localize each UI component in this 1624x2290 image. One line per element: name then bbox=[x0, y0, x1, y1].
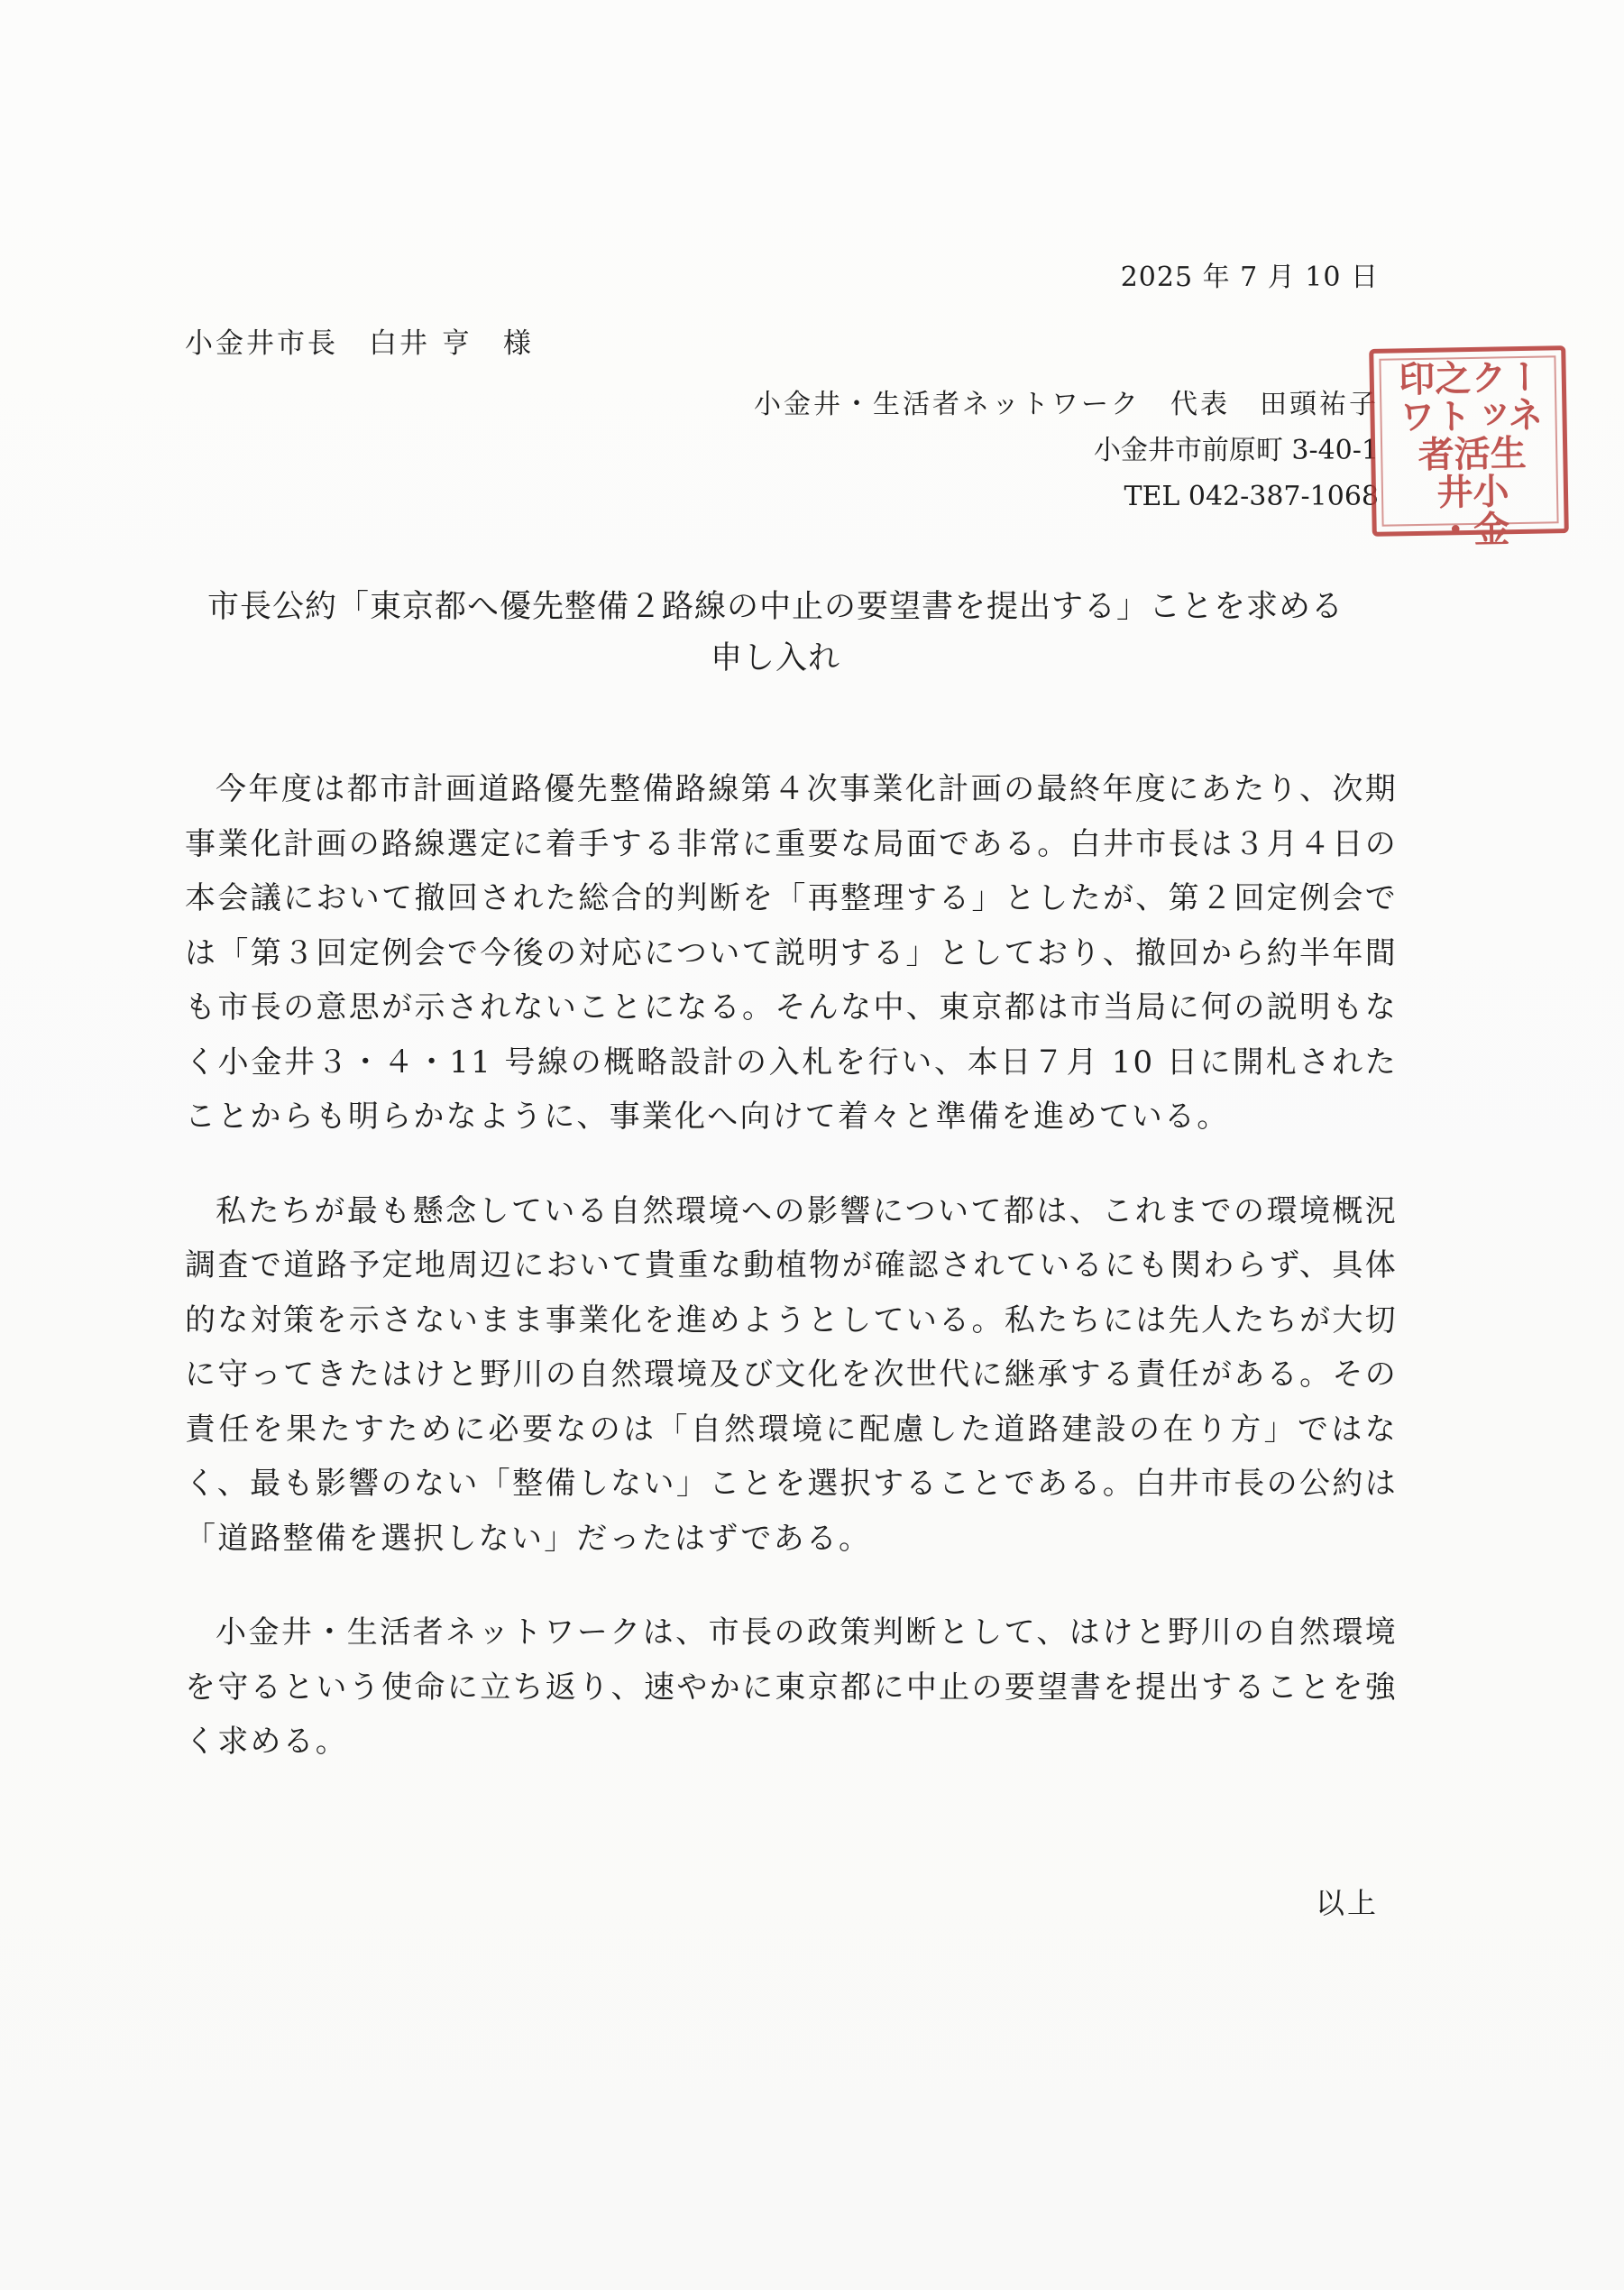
organization-seal-stamp bbox=[1369, 345, 1569, 549]
document-title bbox=[144, 582, 1407, 685]
seal-text-col3: ネットワ bbox=[1393, 395, 1545, 437]
closing-mark: 以上 bbox=[1315, 1886, 1379, 1920]
sender-organization: 小金井・生活者ネットワーク 代表 田頭祐子 bbox=[754, 389, 1379, 420]
title-line-2: 申し入れ bbox=[710, 640, 840, 676]
sender-address: 小金井市前原町 3-40-1 bbox=[1093, 435, 1379, 466]
seal-inner bbox=[1379, 355, 1558, 549]
seal-text-col4: ーク之印 bbox=[1392, 357, 1545, 399]
body-paragraph-3: 小金井・生活者ネットワークは、市長の政策判断として、はけと野川の自然環境を守るという使命に立ち返り、速やかに東京都に中止の要望書を提出することを強く求める。 bbox=[185, 1614, 1398, 1760]
body-paragraph-1: 今年度は都市計画道路優先整備路線第４次事業化計画の最終年度にあたり、次期事業化計画の路線選定に着手する非常に重要な局面である。白井市長は３月４日の本会議において撤回された総合的判断を「再整理する」としたが、第２回定例会では「第３回定例会で今後の対応について説明する」としており、撤回から約半年間も市長の意思が示されないことになる。そんな中、東京都は市当局に何の説明もなく小金井３・４・11 号線の概略設計の入札を行い、本日７月 10 日に開札されたことからも明らかなように、事業化へ向けて着々と準備を進めている。 bbox=[185, 771, 1398, 1135]
seal-text-col2: 生活者 bbox=[1411, 433, 1528, 474]
recipient-line: 小金井市長 白井 亨 様 bbox=[185, 327, 534, 360]
title-line-1: 市長公約「東京都へ優先整備２路線の中止の要望書を提出する」ことを求める bbox=[206, 589, 1344, 625]
document-body bbox=[185, 762, 1398, 1809]
body-paragraph-2: 私たちが最も懸念している自然環境への影響について都は、これまでの環境概況調査で道路予定地周辺において貴重な動植物が確認されているにも関わらず、具体的な対策を示さないまま事業化を進めようとしている。私たちには先人たちが大切に守ってきたはけと野川の自然環境及び文化を次世代に継承する責任がある。その責任を果たすために必要なのは「自然環境に配慮した道路建設の在り方」ではなく、最も影響のない「整備しない」ことを選択することである。白井市長の公約は「道路整備を選択しない」だったはずである。 bbox=[185, 1192, 1398, 1557]
document-date: 2025 年 7 月 10 日 bbox=[1120, 262, 1379, 293]
seal-text-col1: 小金井・ bbox=[1430, 472, 1511, 549]
sender-tel: TEL 042-387-1068 bbox=[1124, 481, 1379, 512]
sender-block bbox=[567, 382, 1379, 520]
